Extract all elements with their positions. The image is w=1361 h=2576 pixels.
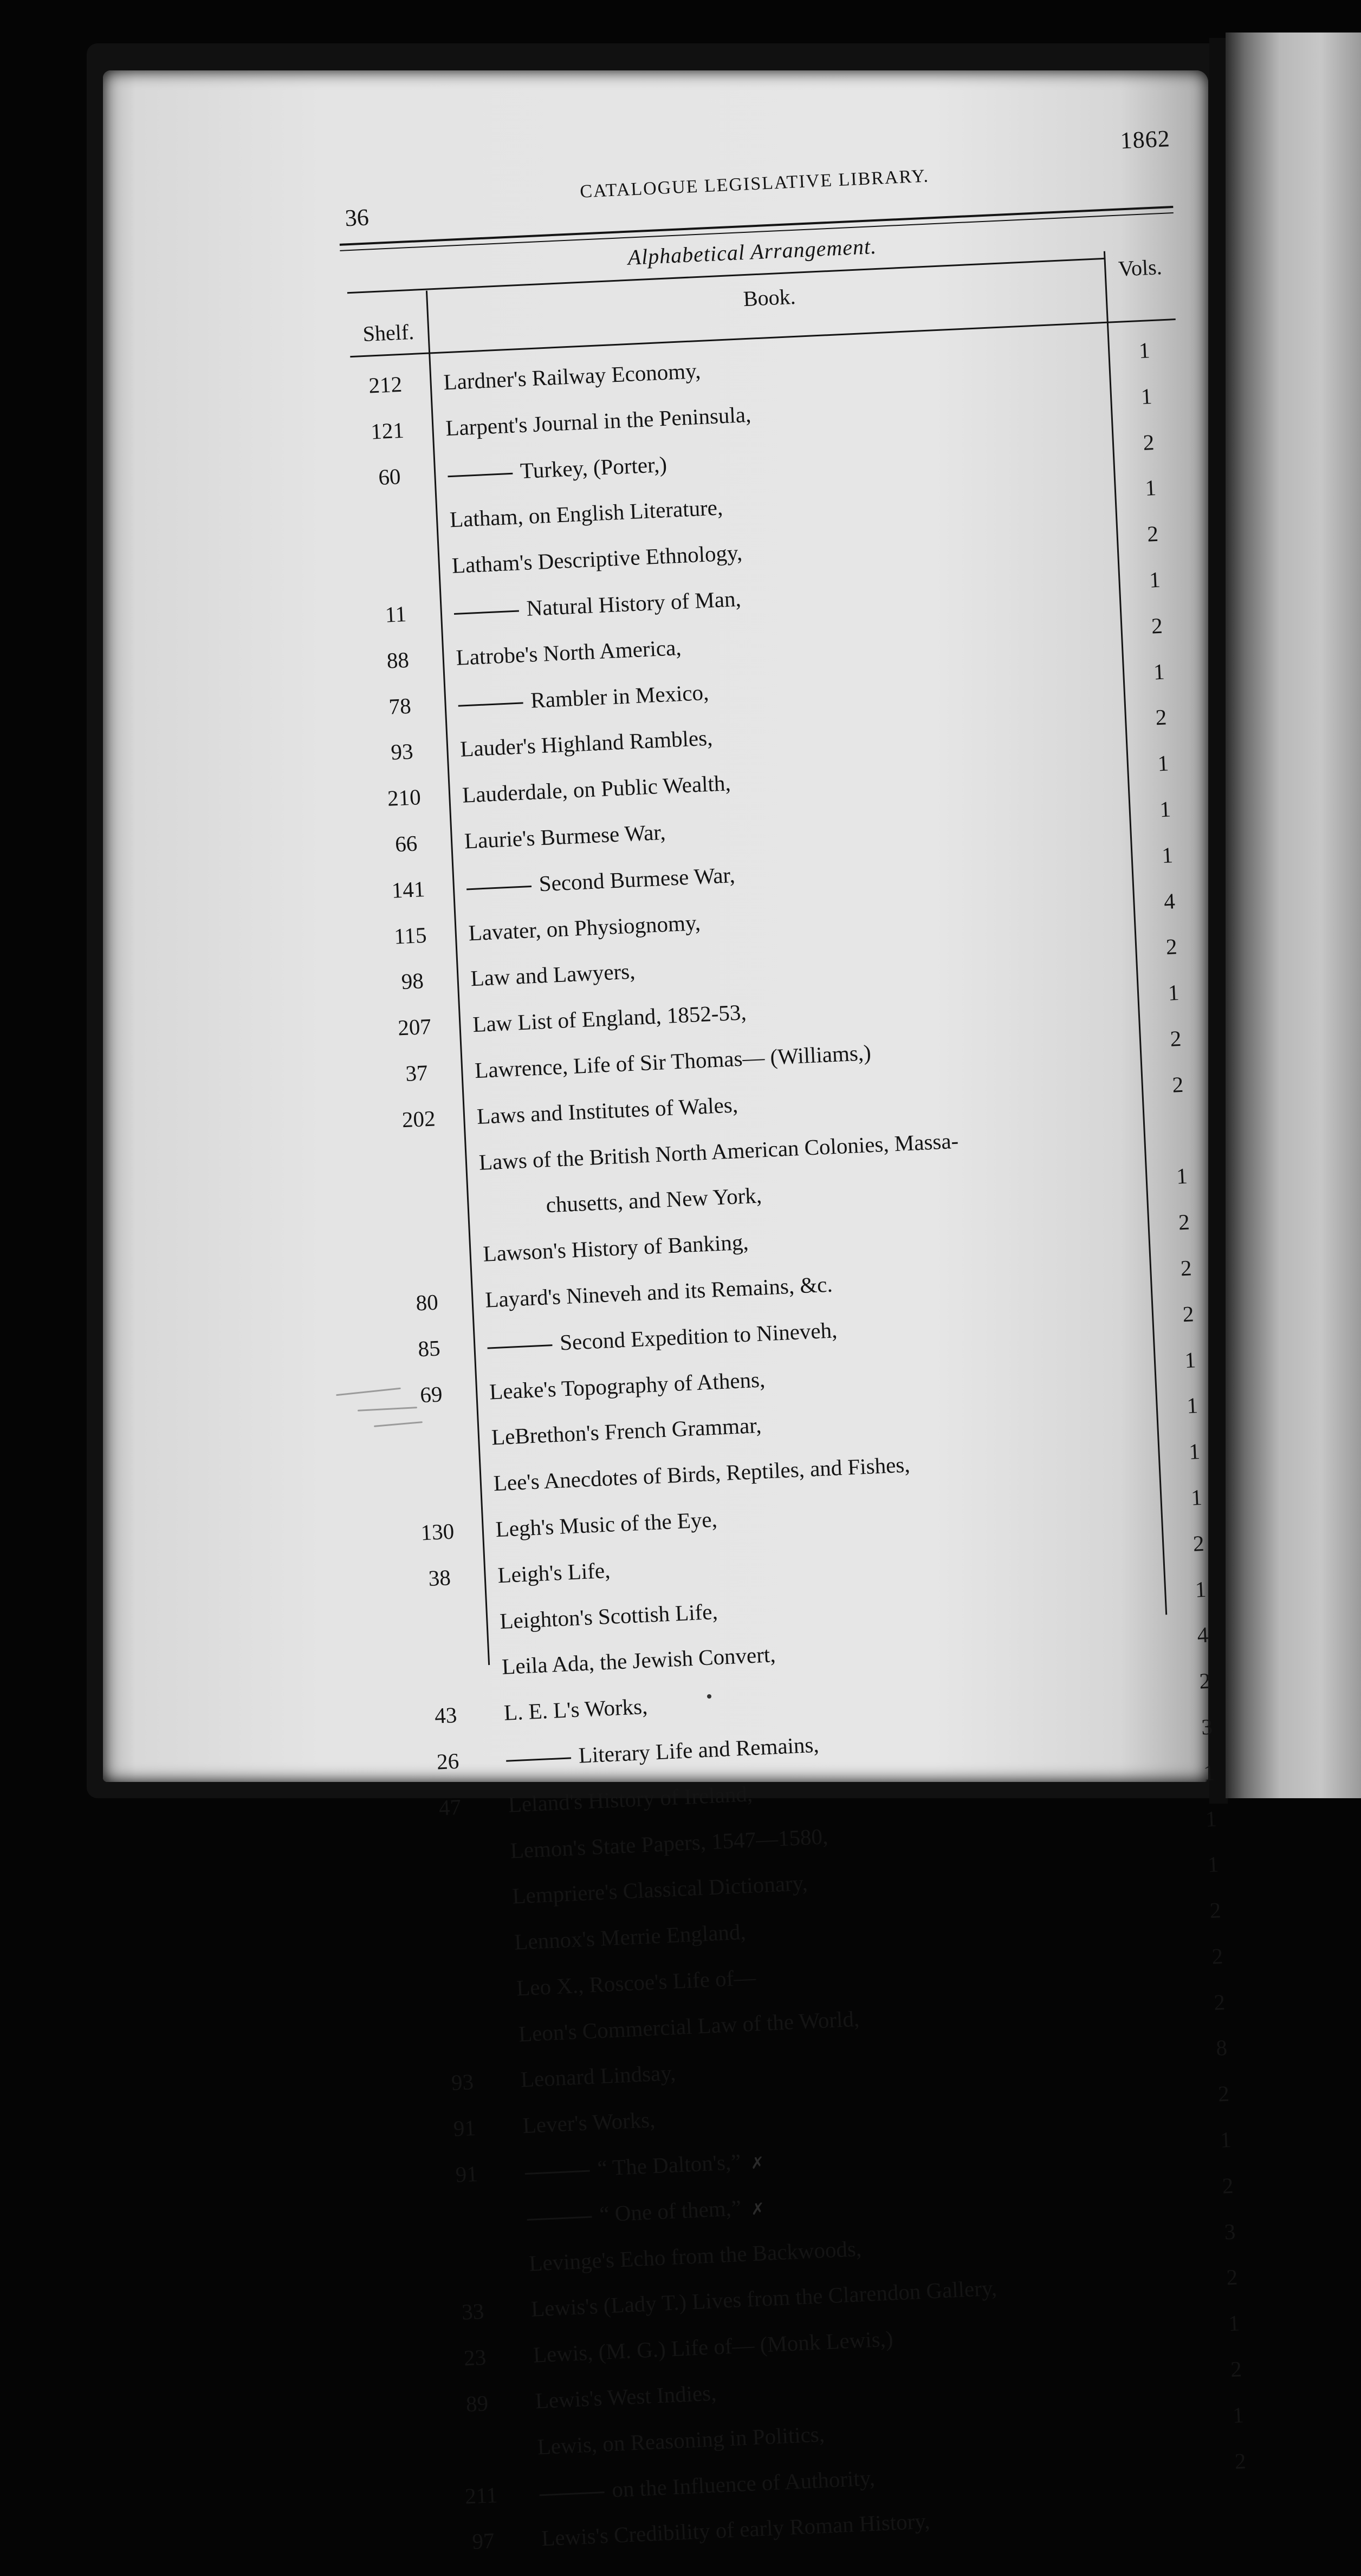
book-title-text: on the Influence of Authority,: [611, 2464, 876, 2502]
shelf-number: 37: [405, 1060, 429, 1086]
book-title-text: Lever's Works,: [522, 2107, 656, 2138]
shelf-number: 91: [455, 2161, 478, 2187]
volume-count: 8: [1215, 2035, 1228, 2061]
volume-count: 1: [1144, 475, 1157, 501]
book-title-text: Latham's Descriptive Ethnology,: [451, 539, 743, 578]
ditto-dash: [448, 472, 513, 477]
book-title-text: Lardner's Railway Economy,: [443, 357, 702, 395]
book-title-text: Legh's Music of the Eye,: [495, 1506, 718, 1542]
book-title-text: Literary Life and Remains,: [578, 1732, 820, 1768]
volume-count: 1: [1203, 1760, 1215, 1786]
volume-count: 2: [1209, 1897, 1222, 1923]
book-title-text: Leonard Lindsay,: [520, 2060, 677, 2092]
volume-count: 1: [1157, 750, 1170, 776]
shelf-number: 47: [438, 1794, 462, 1820]
volume-count: 2: [1146, 521, 1159, 547]
facing-page-edge: [1226, 32, 1361, 1798]
page-content: [336, 125, 1247, 2554]
volume-count: 1: [1140, 383, 1153, 409]
book-title-text: LeBrethon's French Grammar,: [491, 1413, 762, 1450]
shelf-number: 66: [394, 830, 418, 857]
book-title-text: Lewis, on Reasoning in Politics,: [536, 2421, 825, 2460]
shelf-number: 33: [461, 2299, 485, 2325]
shelf-number: 97: [471, 2528, 495, 2554]
book-title-text: Second Expedition to Nineveh,: [559, 1317, 838, 1355]
catalogue-rows: [346, 336, 1279, 2576]
book-title-text: Rambler in Mexico,: [530, 679, 710, 713]
volume-count: 1: [1228, 2310, 1240, 2336]
column-header-book: Book.: [742, 284, 796, 311]
shelf-number: 11: [384, 601, 407, 627]
volume-count: 3: [1223, 2219, 1236, 2245]
book-title-text: Leila Ada, the Jewish Convert,: [501, 1642, 776, 1680]
book-title-text: Leo X., Roscoe's Life of—: [516, 1964, 757, 2001]
shelf-number: 85: [417, 1335, 441, 1362]
volume-count: 2: [1182, 1301, 1195, 1327]
shelf-number: 207: [397, 1013, 432, 1040]
ditto-dash: [488, 1344, 553, 1349]
volume-count: 1: [1149, 567, 1161, 593]
volume-count: 1: [1161, 842, 1174, 868]
book-title-text: Turkey, (Porter,): [520, 451, 667, 483]
shelf-number: 210: [387, 784, 422, 811]
volume-count: 2: [1165, 934, 1178, 960]
book-title-text: Lewis's West Indies,: [534, 2380, 717, 2414]
shelf-number: 69: [419, 1381, 443, 1407]
ditto-dash: [458, 702, 523, 706]
shelf-number: 121: [370, 417, 405, 444]
shelf-number: 78: [388, 693, 412, 719]
book-title-text: Lemon's State Papers, 1547—1580,: [509, 1823, 829, 1863]
book-title-text: Layard's Nineveh and its Remains, &c.: [484, 1271, 833, 1312]
book-title-text: Levinge's Echo from the Backwoods,: [528, 2235, 862, 2276]
book-title-text: Laws and Institutes of Wales,: [476, 1091, 738, 1129]
shelf-number: 43: [434, 1702, 458, 1728]
subheading: Alphabetical Arrangement.: [627, 233, 877, 270]
book-title-text: Lempriere's Classical Dictionary,: [511, 1870, 808, 1909]
shelf-number: 89: [465, 2390, 489, 2417]
ditto-dash: [527, 2216, 592, 2220]
book-title-text: Leake's Topography of Athens,: [489, 1366, 766, 1404]
ditto-dash: [466, 886, 532, 890]
book-title-text: Natural History of Man,: [526, 586, 742, 621]
shelf-number: 91: [452, 2115, 476, 2142]
book-title-text: “ The Dalton's,”: [597, 2149, 742, 2181]
book-title-text: Lee's Anecdotes of Birds, Reptiles, and Fishes,: [492, 1452, 911, 1496]
volume-count: 1: [1176, 1163, 1188, 1189]
volume-count: 2: [1155, 704, 1168, 730]
volume-count: 2: [1213, 1989, 1226, 2015]
volume-count: 1: [1184, 1346, 1197, 1372]
shelf-number: 38: [427, 1564, 451, 1591]
shelf-number: 98: [400, 968, 424, 994]
volume-count: 4: [1196, 1622, 1209, 1648]
volume-count: 1: [1207, 1851, 1220, 1877]
volume-count: 2: [1211, 1943, 1224, 1969]
volume-count: 2: [1151, 613, 1163, 639]
book-title-text: Larpent's Journal in the Peninsula,: [445, 401, 752, 441]
book-title-text: Laurie's Burmese War,: [464, 819, 666, 854]
book-title-text: Lewis, (M. G.) Life of— (Monk Lewis,): [532, 2326, 894, 2367]
shelf-number: 130: [420, 1518, 455, 1545]
book-title-text: Leon's Commercial Law of the World,: [518, 2006, 860, 2046]
book-title-text: Latham, on English Literature,: [449, 495, 724, 532]
volume-count: 2: [1234, 2448, 1247, 2474]
volume-count: 2: [1171, 1071, 1184, 1097]
page-number: 36: [344, 204, 370, 232]
book-title-text: Lauderdale, on Public Wealth,: [462, 770, 731, 808]
volume-count: 2: [1198, 1668, 1211, 1694]
volume-count: 2: [1226, 2265, 1239, 2290]
book-title-text: Lawrence, Life of Sir Thomas— (Williams,): [474, 1039, 872, 1083]
volume-count: 1: [1159, 796, 1172, 822]
volume-count: 2: [1221, 2172, 1234, 2198]
volume-count: 1: [1167, 980, 1180, 1006]
book-title-text: Laws of the British North American Colonies, Massa-: [478, 1128, 960, 1175]
volume-count: 2: [1142, 429, 1155, 455]
book-title-text: chusetts, and New York,: [545, 1182, 762, 1218]
book-title-text: Lewis's (Lady T.) Lives from the Clarendon Gallery,: [530, 2275, 997, 2322]
handwritten-x-mark-icon: ✗: [750, 2199, 765, 2219]
column-header-shelf: Shelf.: [362, 319, 415, 347]
volume-count: 2: [1192, 1530, 1205, 1556]
ditto-dash: [525, 2170, 590, 2175]
volume-count: 1: [1194, 1576, 1207, 1602]
ditto-dash: [454, 610, 519, 615]
handwritten-x-mark-icon: ✗: [750, 2154, 765, 2174]
shelf-number: 88: [386, 647, 410, 673]
shelf-number: 141: [391, 876, 426, 903]
shelf-number: 23: [463, 2344, 487, 2371]
year: 1862: [1119, 125, 1171, 154]
book-title-text: Lennox's Merrie England,: [514, 1919, 747, 1955]
book-title-text: Lavater, on Physiognomy,: [468, 909, 701, 945]
shelf-number: 80: [415, 1289, 439, 1316]
shelf-number: 115: [393, 922, 427, 949]
shelf-number: 26: [436, 1748, 460, 1774]
volume-count: 1: [1190, 1484, 1203, 1510]
ditto-dash: [540, 2492, 605, 2496]
shelf-number: 211: [464, 2482, 498, 2509]
book-title-text: Second Burmese War,: [538, 862, 736, 896]
book-title-text: Latrobe's North America,: [455, 634, 682, 670]
ditto-dash: [506, 1757, 571, 1761]
volume-count: 2: [1179, 1255, 1193, 1281]
book-title-text: Lauder's Highland Rambles,: [459, 725, 714, 762]
book-title-text: Leland's History of Ireland,: [507, 1780, 753, 1817]
volume-count: 1: [1138, 337, 1151, 363]
shelf-number: 202: [401, 1105, 436, 1133]
book-title-text: Lawson's History of Banking,: [482, 1229, 749, 1266]
running-title: CATALOGUE LEGISLATIVE LIBRARY.: [579, 166, 930, 202]
book-title-text: Leighton's Scottish Life,: [499, 1598, 718, 1634]
volume-count: 1: [1152, 659, 1165, 685]
book-title-text: “ One of them,”: [599, 2195, 742, 2227]
shelf-number: 212: [368, 371, 403, 398]
book-title-text: Leigh's Life,: [497, 1557, 611, 1588]
column-header-vols: Vols.: [1118, 255, 1163, 281]
volume-count: 2: [1178, 1209, 1190, 1235]
volume-count: 1: [1188, 1439, 1201, 1465]
shelf-number: 93: [451, 2069, 475, 2096]
volume-count: 2: [1217, 2081, 1230, 2107]
volume-count: 1: [1205, 1805, 1217, 1831]
book-title-text: Law and Lawyers,: [470, 958, 636, 991]
book-title-text: Law List of England, 1852-53,: [472, 999, 747, 1037]
volume-count: 2: [1230, 2356, 1242, 2382]
volume-count: 4: [1163, 888, 1176, 914]
volume-count: 1: [1232, 2402, 1245, 2428]
book-title-text: L. E. L's Works,: [503, 1693, 649, 1725]
volume-count: 1: [1186, 1393, 1199, 1419]
volume-count: 1: [1219, 2126, 1232, 2152]
volume-count: 3: [1201, 1714, 1213, 1740]
shelf-number: 60: [378, 463, 401, 490]
volume-count: 2: [1169, 1025, 1182, 1051]
book-title-text: Lewis's Credibility of early Roman History,: [541, 2508, 931, 2551]
shelf-number: 93: [390, 739, 414, 765]
